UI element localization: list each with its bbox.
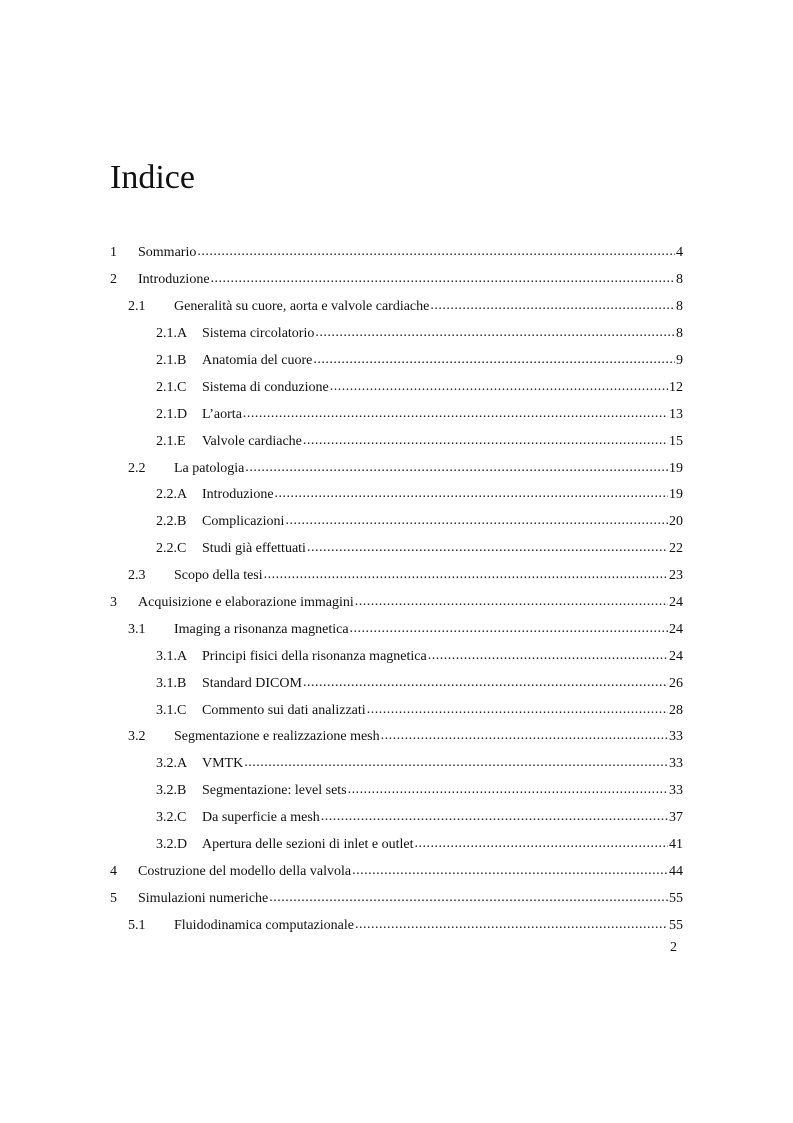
toc-dot-leader: [211, 273, 675, 287]
toc-entry-page: 33: [669, 756, 683, 772]
toc-entry-number: 5.1: [128, 917, 146, 933]
toc-dot-leader: [330, 381, 668, 395]
toc-entry-number: 2.2.B: [156, 514, 187, 530]
toc-entry[interactable]: [110, 428, 683, 455]
toc-entry-number: 2.2.A: [156, 487, 188, 503]
toc-entry-label: La patologia: [174, 460, 245, 476]
toc-dot-leader: [243, 408, 668, 422]
toc-entry-number: 2: [110, 272, 117, 288]
toc-entry-label: L’aorta: [202, 406, 242, 422]
toc-dot-leader: [381, 730, 668, 744]
toc-entry-number: 2.1.A: [156, 326, 188, 342]
toc-entry[interactable]: [110, 374, 683, 401]
toc-entry-page: 15: [669, 433, 683, 449]
toc-entry-page: 23: [669, 568, 683, 584]
toc-entry-page: 19: [669, 460, 683, 476]
toc-entry-label: Introduzione: [138, 272, 210, 288]
toc-dot-leader: [303, 677, 668, 691]
toc-entry-page: 24: [669, 621, 683, 637]
toc-entry-label: Fluidodinamica computazionale: [174, 917, 355, 933]
toc-entry[interactable]: [110, 563, 683, 590]
toc-entry-number: 3.1.A: [156, 648, 188, 664]
toc-entry-number: 2.1: [128, 299, 146, 315]
toc-entry-label: Scopo della tesi: [174, 568, 263, 584]
toc-entry[interactable]: [110, 590, 683, 617]
table-of-contents: [110, 240, 683, 939]
toc-entry-page: 19: [669, 487, 683, 503]
toc-entry-number: 3.2: [128, 729, 146, 745]
toc-entry-label: Sistema di conduzione: [202, 379, 329, 395]
toc-entry[interactable]: [110, 858, 683, 885]
toc-entry-label: Simulazioni numeriche: [138, 890, 269, 906]
toc-entry[interactable]: [110, 751, 683, 778]
toc-entry-page: 8: [676, 326, 683, 342]
toc-entry[interactable]: [110, 401, 683, 428]
toc-entry-page: 41: [669, 837, 683, 853]
toc-entry-number: 3.2.D: [156, 837, 188, 853]
toc-entry[interactable]: [110, 348, 683, 375]
toc-entry-number: 3.1.B: [156, 675, 187, 691]
toc-entry-label: Sommario: [138, 245, 197, 261]
toc-entry-page: 9: [676, 353, 683, 368]
toc-entry[interactable]: [110, 805, 683, 832]
toc-entry-page: 55: [669, 917, 683, 933]
toc-entry-label: VMTK: [202, 756, 244, 772]
toc-entry-number: 2.1.C: [156, 379, 187, 395]
toc-dot-leader: [285, 515, 668, 529]
toc-dot-leader: [428, 650, 668, 664]
toc-entry-page: 37: [669, 810, 683, 826]
toc-entry-label: Costruzione del modello della valvola: [138, 863, 352, 879]
toc-dot-leader: [197, 246, 675, 260]
toc-entry-number: 3.1.C: [156, 702, 187, 718]
toc-dot-leader: [355, 596, 668, 610]
toc-dot-leader: [264, 569, 668, 583]
toc-entry-page: 20: [669, 514, 683, 530]
toc-entry-label: Imaging a risonanza magnetica: [174, 621, 349, 637]
toc-entry-number: 3: [110, 595, 117, 611]
toc-dot-leader: [307, 542, 668, 556]
toc-entry[interactable]: [110, 240, 683, 267]
toc-entry-number: 2.1.D: [156, 406, 188, 422]
toc-dot-leader: [355, 919, 668, 933]
toc-entry-page: 8: [676, 299, 683, 315]
toc-entry[interactable]: [110, 509, 683, 536]
toc-dot-leader: [352, 865, 668, 879]
toc-entry-label: Commento sui dati analizzati: [202, 702, 366, 718]
toc-entry-number: 1: [110, 245, 117, 261]
page-title: Indice: [110, 159, 195, 196]
toc-entry[interactable]: [110, 912, 683, 939]
toc-entry-page: 4: [676, 245, 683, 261]
toc-entry-label: Studi già effettuati: [202, 541, 306, 557]
toc-entry[interactable]: [110, 778, 683, 805]
toc-dot-leader: [269, 892, 668, 906]
toc-entry-page: 33: [669, 729, 683, 745]
toc-entry[interactable]: [110, 616, 683, 643]
toc-dot-leader: [313, 354, 675, 368]
toc-dot-leader: [348, 784, 668, 798]
toc-entry-number: 5: [110, 890, 117, 906]
toc-entry-page: 22: [669, 541, 683, 557]
toc-entry-number: 3.1: [128, 621, 146, 637]
toc-entry-label: Acquisizione e elaborazione immagini: [138, 595, 354, 611]
toc-entry[interactable]: [110, 455, 683, 482]
toc-entry[interactable]: [110, 724, 683, 751]
toc-entry-page: 55: [669, 890, 683, 906]
toc-entry[interactable]: [110, 294, 683, 321]
toc-entry-page: 44: [669, 863, 683, 879]
toc-entry-number: 3.2.B: [156, 783, 187, 799]
toc-entry-label: Anatomia del cuore: [202, 353, 313, 368]
toc-entry-number: 2.1.B: [156, 353, 187, 368]
toc-entry[interactable]: [110, 267, 683, 294]
toc-entry-label: Complicazioni: [202, 514, 285, 530]
toc-entry-page: 13: [669, 406, 683, 422]
toc-entry-number: 2.2.C: [156, 541, 187, 557]
toc-entry[interactable]: [110, 482, 683, 509]
toc-dot-leader: [430, 300, 675, 314]
toc-entry[interactable]: [110, 832, 683, 859]
toc-entry-number: 3.2.A: [156, 756, 188, 772]
toc-entry[interactable]: [110, 697, 683, 724]
toc-entry-label: Segmentazione e realizzazione mesh: [174, 729, 380, 745]
toc-entry-label: Segmentazione: level sets: [202, 783, 347, 799]
toc-entry[interactable]: [110, 670, 683, 697]
toc-entry-page: 33: [669, 783, 683, 799]
toc-dot-leader: [245, 462, 668, 476]
toc-entry-label: Principi fisici della risonanza magnetica: [202, 648, 427, 664]
toc-dot-leader: [367, 704, 668, 718]
toc-entry-page: 24: [669, 648, 683, 664]
toc-dot-leader: [303, 435, 668, 449]
toc-entry[interactable]: [110, 643, 683, 670]
toc-entry-number: 3.2.C: [156, 810, 187, 826]
toc-entry-number: 2.3: [128, 568, 146, 584]
toc-entry-label: Introduzione: [202, 487, 274, 503]
toc-entry-label: Da superficie a mesh: [202, 810, 320, 826]
toc-dot-leader: [244, 757, 668, 771]
toc-entry-label: Generalità su cuore, aorta e valvole cardiache: [174, 299, 430, 315]
toc-dot-leader: [414, 838, 668, 852]
toc-entry[interactable]: [110, 885, 683, 912]
toc-dot-leader: [350, 623, 668, 637]
toc-entry-page: 8: [676, 272, 683, 288]
toc-entry-label: Sistema circolatorio: [202, 326, 315, 342]
toc-entry-number: 2.2: [128, 460, 146, 476]
toc-entry[interactable]: [110, 536, 683, 563]
toc-entry-page: 26: [669, 675, 683, 691]
toc-entry-number: 2.1.E: [156, 433, 186, 449]
toc-entry-page: 12: [669, 379, 683, 395]
toc-dot-leader: [275, 488, 668, 502]
toc-dot-leader: [315, 327, 675, 341]
toc-dot-leader: [321, 811, 668, 825]
toc-entry-label: Apertura delle sezioni di inlet e outlet: [202, 837, 414, 853]
toc-entry-number: 4: [110, 863, 117, 879]
page-number: 2: [670, 940, 677, 955]
toc-entry-page: 28: [669, 702, 683, 718]
toc-entry-page: 24: [669, 595, 683, 611]
toc-entry-label: Valvole cardiache: [202, 433, 302, 449]
toc-entry-label: Standard DICOM: [202, 675, 302, 691]
toc-entry[interactable]: [110, 321, 683, 348]
